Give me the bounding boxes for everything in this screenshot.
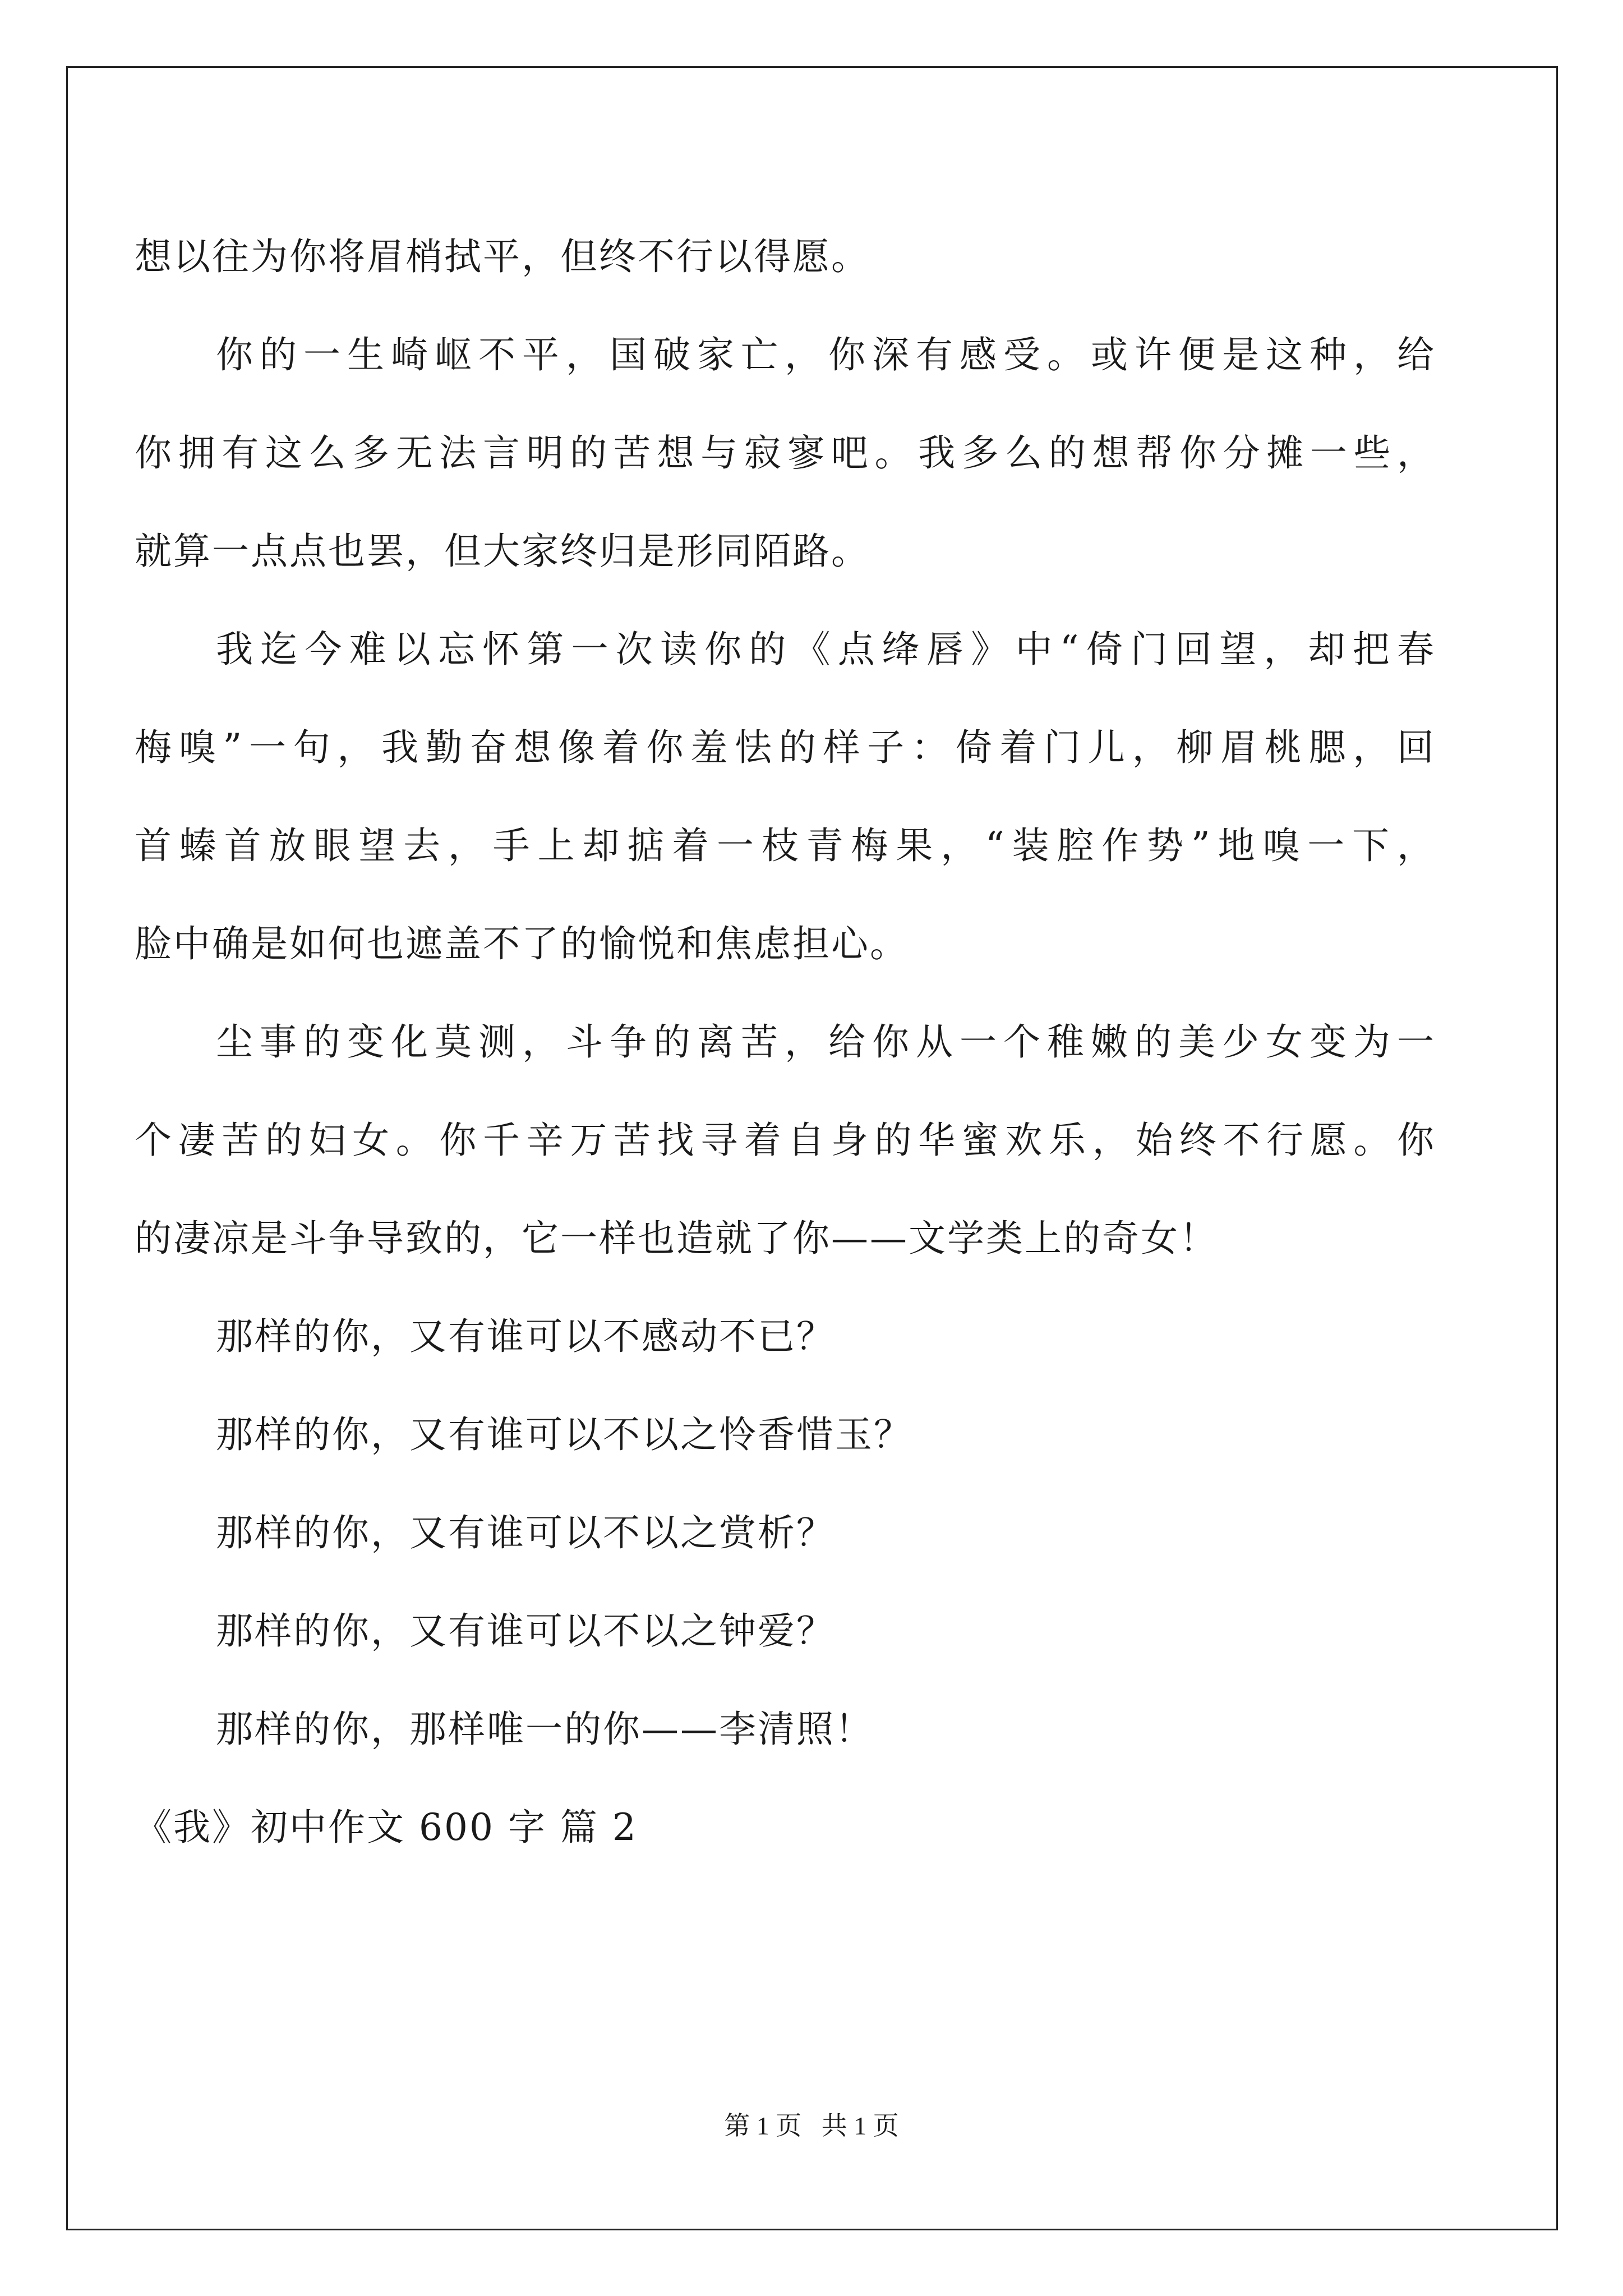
paragraph-line: 的凄凉是斗争导致的，它一样也造就了你——文学类上的奇女！	[135, 1217, 1218, 1260]
page-total: 共 1 页	[821, 2111, 899, 2140]
section-heading: 《我》初中作文 600 字 篇 2	[135, 1806, 638, 1849]
paragraph-line: 那样的你，那样唯一的你——李清照！	[216, 1708, 874, 1751]
paragraph-line: 脸中确是如何也遮盖不了的愉悦和焦虑担心。	[135, 922, 909, 965]
paragraph-line: 想以往为你将眉梢拭平，但终不行以得愿。	[135, 235, 870, 278]
paragraph-line: 那样的你，又有谁可以不以之钟爱？	[216, 1609, 835, 1653]
document-body	[135, 208, 1436, 1876]
paragraph-line: 那样的你，又有谁可以不以之怜香惜玉？	[216, 1413, 912, 1456]
paragraph-line: 个凄苦的妇女。你千辛万苦找寻着自身的华蜜欢乐，始终不行愿。你	[135, 1119, 1436, 1162]
page-number: 第 1 页	[724, 2111, 802, 2140]
paragraph-line: 那样的你，又有谁可以不感动不已？	[216, 1315, 835, 1358]
paragraph-line: 就算一点点也罢，但大家终归是形同陌路。	[135, 530, 870, 573]
paragraph-line: 梅嗅”一句，我勤奋想像着你羞怯的样子：倚着门儿，柳眉桃腮，回	[135, 726, 1436, 769]
paragraph-line: 你的一生崎岖不平，国破家亡，你深有感受。或许便是这种，给	[216, 333, 1436, 376]
paragraph-line: 那样的你，又有谁可以不以之赏析？	[216, 1511, 835, 1554]
paragraph-line: 我迄今难以忘怀第一次读你的《点绛唇》中“倚门回望，却把春	[216, 628, 1436, 671]
page-footer	[0, 2109, 1623, 2143]
paragraph-line: 首螓首放眼望去，手上却掂着一枝青梅果，“装腔作势”地嗅一下，	[135, 824, 1436, 867]
paragraph-line: 尘事的变化莫测，斗争的离苦，给你从一个稚嫩的美少女变为一	[216, 1020, 1436, 1064]
paragraph-line: 你拥有这么多无法言明的苦想与寂寥吧。我多么的想帮你分摊一些，	[135, 431, 1436, 475]
